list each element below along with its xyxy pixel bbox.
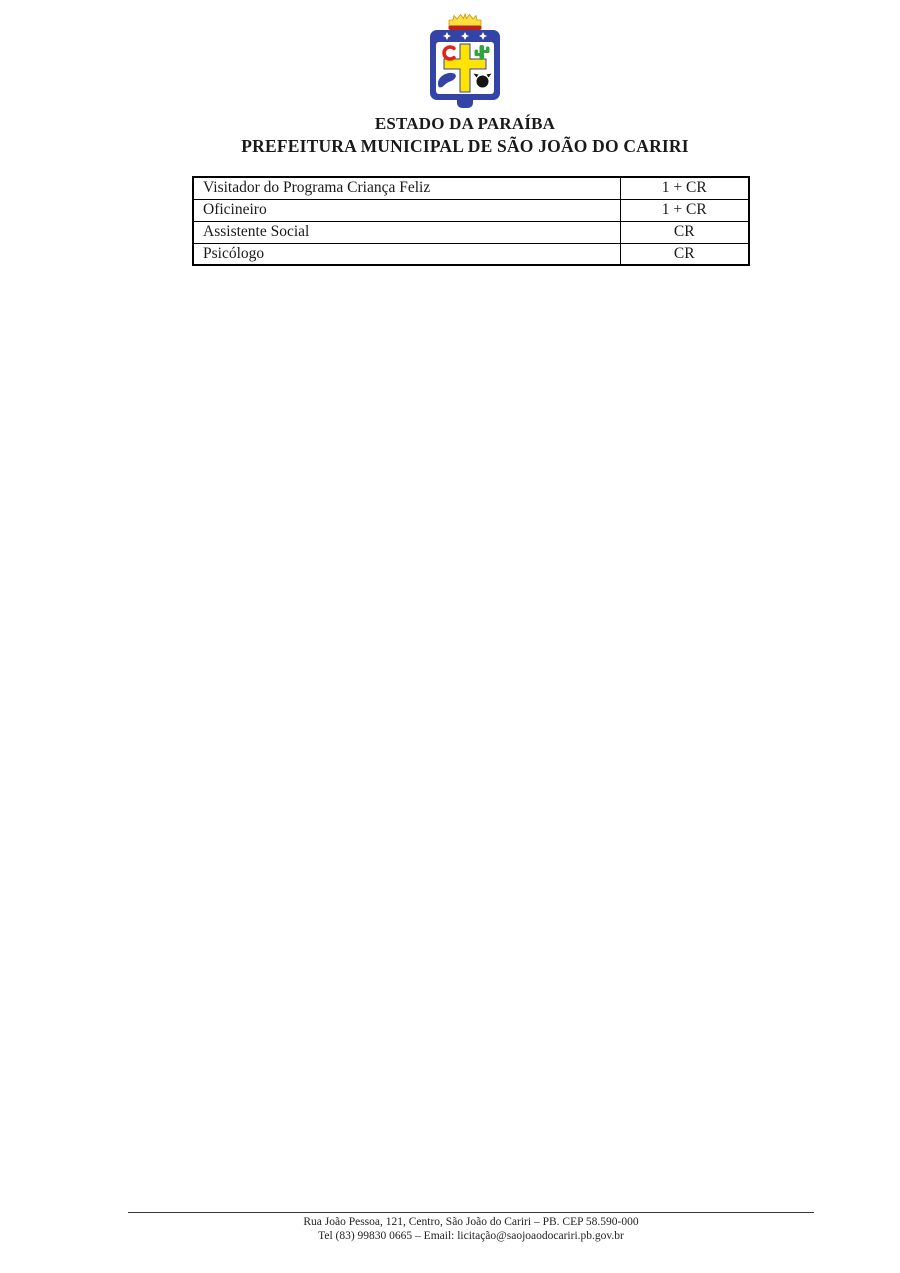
footer-contact: Tel (83) 99830 0665 – Email: licitação@saojoaodocariri.pb.gov.br [318, 1230, 624, 1242]
table-row [193, 199, 749, 221]
table-cell-position: Visitador do Programa Criança Feliz [193, 177, 620, 199]
footer-address: Rua João Pessoa, 121, Centro, São João do Cariri – PB. CEP 58.590-000 [303, 1216, 639, 1228]
table-row [193, 177, 749, 199]
coat-of-arms [427, 12, 503, 112]
footer [128, 1215, 814, 1243]
table-row [193, 243, 749, 265]
table-cell-position: Oficineiro [193, 199, 620, 221]
positions-table [192, 176, 750, 266]
table-row [193, 221, 749, 243]
table-cell-position: Assistente Social [193, 221, 620, 243]
shield-tab [457, 94, 473, 108]
crown-band [449, 26, 482, 31]
table-cell-vacancies: 1 + CR [620, 199, 749, 221]
state-title: ESTADO DA PARAÍBA [374, 114, 556, 133]
footer-divider [128, 1212, 814, 1213]
table-cell-vacancies: 1 + CR [620, 177, 749, 199]
municipality-title: PREFEITURA MUNICIPAL DE SÃO JOÃO DO CARIRI [241, 136, 689, 156]
table-cell-position: Psicólogo [193, 243, 620, 265]
crown-icon [449, 14, 481, 27]
table-cell-vacancies: CR [620, 221, 749, 243]
table-cell-vacancies: CR [620, 243, 749, 265]
